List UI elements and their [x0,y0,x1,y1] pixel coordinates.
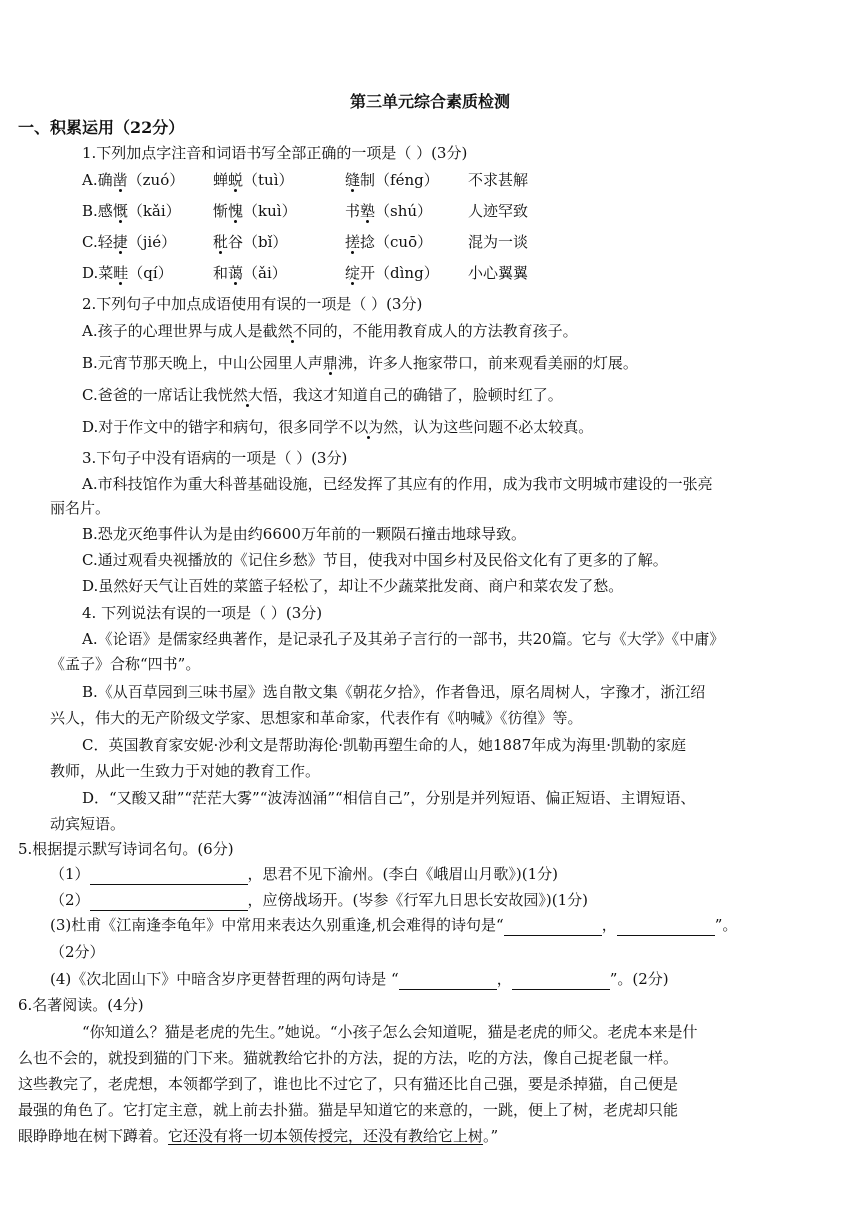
q3-option-d: D.虽然好天气让百姓的菜篮子轻松了，却让不少蔬菜批发商、商户和菜农发了愁。 [82,577,624,595]
q6-stem: 6.名著阅读。(4分) [18,996,144,1014]
q3-option-a: A.市科技馆作为重大科普基础设施，已经发挥了其应有的作用，成为我市文明城市建设的一张亮 [82,475,713,493]
q4-option-a-cont: 《孟子》合称“四书”。 [50,655,201,673]
q3-option-b: B.恐龙灭绝事件认为是由约6600万年前的一颗陨石撞击地球导致。 [82,525,526,543]
q4-option-a: A.《论语》是儒家经典著作，是记录孔子及其弟子言行的一部书，共20篇。它与《大学》《中庸》 [82,630,725,648]
q6-passage-line-4: 最强的角色了。它打定主意，就上前去扑猫。猫是早知道它的来意的，一跳，便上了树，老虎却只能 [18,1101,679,1119]
q4-option-b: B.《从百草园到三味书屋》选自散文集《朝花夕拾》，作者鲁迅，原名周树人，字豫才，浙江绍 [82,683,706,701]
q6-passage-line-3: 这些教完了，老虎想，本领都学到了，谁也比不过它了，只有猫还比自己强，要是杀掉猫，自己便是 [18,1075,679,1093]
q5-item-4: (4)《次北固山下》中暗含岁序更替哲理的两句诗是 “ ， ”。(2分) [50,970,669,988]
q5-item-3: (3)杜甫《江南逢李龟年》中常用来表达久别重逢,机会难得的诗句是“ ， ”。 [50,916,738,934]
answer-blank[interactable] [90,894,248,911]
q2-stem: 2.下列句子中加点成语使用有误的一项是（ ）(3分) [82,295,423,313]
q6-passage-line-1: “你知道么？猫是老虎的先生。”她说。“小孩子怎么会知道呢，猫是老虎的师父。老虎本来是什 [82,1023,698,1041]
q2-option-b: B.元宵节那天晚上，中山公园里人声鼎沸，许多人拖家带口，前来观看美丽的灯展。 [82,354,638,372]
answer-blank[interactable] [90,868,248,885]
underlined-sentence: 它还没有将一切本领传授完，还没有教给它上树 [168,1127,484,1145]
q4-option-b-cont: 兴人，伟大的无产阶级文学家、思想家和革命家，代表作有《呐喊》《彷徨》等。 [50,709,583,727]
q3-stem: 3.下句子中没有语病的一项是（ ）(3分) [82,449,348,467]
q4-option-c-cont: 教师，从此一生致力于对她的教育工作。 [50,762,321,780]
answer-blank[interactable] [617,919,715,936]
exam-page: 第三单元综合素质检测 一、积累运用（22分） 1.下列加点字注音和词语书写全部正确的一项是（ ）(3分) A.确凿（zuó） 蝉蜕（tuì） 缝制（féng） 不求甚解 B.感慨（kǎi） 惭愧（kuì） 书塾（shú） 人迹罕致 C.轻捷（jié） 秕谷（bǐ） 搓捻（cuō） 混为一谈 D.菜畦（qí） 和蔼（ǎi） 绽开（dìng） 小心翼翼 2.下列句子中加点成语使用有误的一项是（ ）(3分) A.孩子的心理世界与成人是截然不同的，不能用教育成人的方法教育孩子。 B.元宵节那天晚上，中山公园里人声鼎沸，许多人拖家带口，前来观看美丽的灯展。 C.爸爸的一席话让我恍然大悟，我这才知道自己的确错了，脸顿时红了。 D.对于作文中的错字和病句，很多同学不以为然，认为这些问题不必太较真。 3.下句子中没有语病的一项是（ ）(3分) A.市科技馆作为重大科普基础设施，已经发挥了其应有的作用，成为我市文明城市建设的一张亮 丽名片。 B.恐龙灭绝事件认为是由约6600万年前的一颗陨石撞击地球导致。 C.通过观看央视播放的《记住乡愁》节目，使我对中国乡村及民俗文化有了更多的了解。 D.虽然好天气让百姓的菜篮子轻松了，却让不少蔬菜批发商、商户和菜农发了愁。 4. 下列说法有误的一项是（ ）(3分) A.《论语》是儒家经典著作，是记录孔子及其弟子言行的一部书，共20篇。它与《大学》《中庸》 《孟子》合称“四书”。 B.《从百草园到三味书屋》选自散文集《朝花夕拾》，作者鲁迅，原名周树人，字豫才，浙江绍 兴人，伟大的无产阶级文学家、思想家和革命家，代表作有《呐喊》《彷徨》等。 C．英国教育家安妮·沙利文是帮助海伦·凯勒再塑生命的人，她1887年成为海里·凯勒的家庭 教师，从此一生致力于对她的教育工作。 D．“又酸又甜”“茫茫大雾”“波涛汹涌”“相信自己”，分别是并列短语、偏正短语、主谓短语、 动宾短语。 5.根据提示默写诗词名句。(6分) （1） ，思君不见下渝州。(李白《峨眉山月歌》)(1分) （2） ，应傍战场开。(岑参《行军九日思长安故园》)(1分) (3)杜甫《江南逢李龟年》中常用来表达久别重逢,机会难得的诗句是“ ， ”。 （2分） (4)《次北固山下》中暗含岁序更替哲理的两句诗是 “ ， ”。(2分) 6.名著阅读。(4分) “你知道么？猫是老虎的先生。”她说。“小孩子怎么会知道呢，猫是老虎的师父。老虎本来是什 么也不会的，就投到猫的门下来。猫就教给它扑的方法，捉的方法，吃的方法，像自己捉老鼠一样。 这些教完了，老虎想，本领都学到了，谁也比不过它了，只有猫还比自己强，要是杀掉猫，自己便是 最强的角色了。它打定主意，就上前去扑猫。猫是早知道它的来意的，一跳，便上了树，老虎却只能 眼睁睁地在树下蹲着。它还没有将一切本领传授完，还没有教给它上树。” [0,0,860,1214]
q2-option-d: D.对于作文中的错字和病句，很多同学不以为然，认为这些问题不必太较真。 [82,418,594,436]
q5-item-3-score: （2分） [50,943,105,961]
q4-option-d-cont: 动宾短语。 [50,815,126,833]
q5-stem: 5.根据提示默写诗词名句。(6分) [18,840,234,858]
q4-stem: 4. 下列说法有误的一项是（ ）(3分) [82,604,323,622]
q3-option-a-cont: 丽名片。 [50,499,111,517]
q3-option-c: C.通过观看央视播放的《记住乡愁》节目，使我对中国乡村及民俗文化有了更多的了解。 [82,551,668,569]
answer-blank[interactable] [512,973,610,990]
q1-stem: 1.下列加点字注音和词语书写全部正确的一项是（ ）(3分) [82,144,468,162]
q5-item-2: （2） ，应傍战场开。(岑参《行军九日思长安故园》)(1分) [50,891,589,909]
q6-passage-line-5: 眼睁睁地在树下蹲着。它还没有将一切本领传授完，还没有教给它上树。” [18,1127,499,1145]
answer-blank[interactable] [399,973,497,990]
q4-option-d: D．“又酸又甜”“茫茫大雾”“波涛汹涌”“相信自己”，分别是并列短语、偏正短语、主谓短语、 [82,789,696,807]
answer-blank[interactable] [504,919,602,936]
q6-passage-line-2: 么也不会的，就投到猫的门下来。猫就教给它扑的方法，捉的方法，吃的方法，像自己捉老鼠一样。 [18,1049,679,1067]
q5-item-1: （1） ，思君不见下渝州。(李白《峨眉山月歌》)(1分) [50,865,559,883]
page-title: 第三单元综合素质检测 [349,92,510,111]
q2-option-a: A.孩子的心理世界与成人是截然不同的，不能用教育成人的方法教育孩子。 [82,322,578,340]
q2-option-c: C.爸爸的一席话让我恍然大悟，我这才知道自己的确错了，脸顿时红了。 [82,386,563,404]
section-heading: 一、积累运用（22分） [18,118,185,137]
q4-option-c: C．英国教育家安妮·沙利文是帮助海伦·凯勒再塑生命的人，她1887年成为海里·凯勒的家庭 [82,736,686,754]
